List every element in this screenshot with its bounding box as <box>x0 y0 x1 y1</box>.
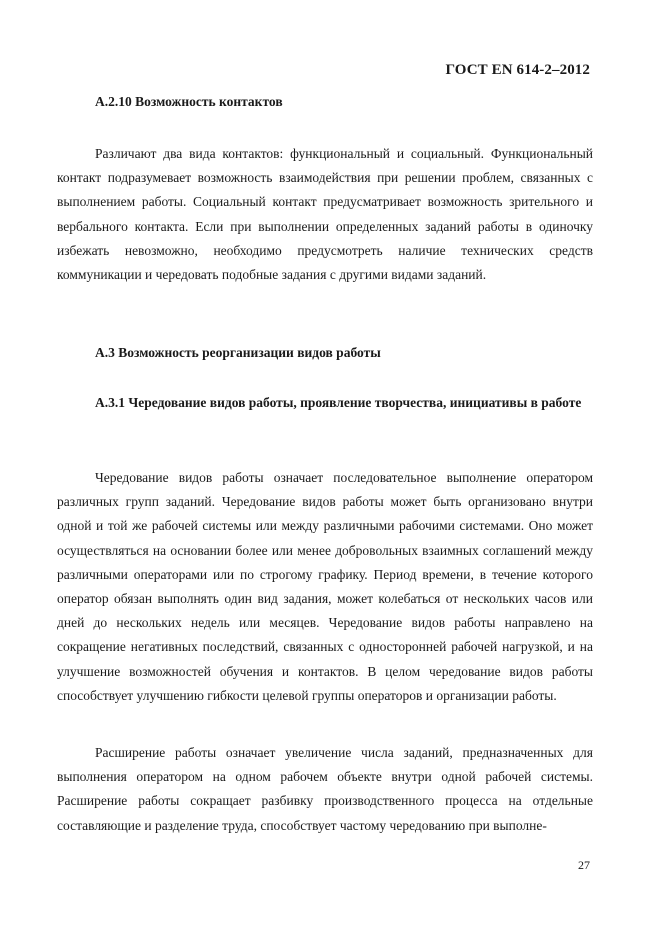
section-heading-a3-1: А.3.1 Чередование видов работы, проявление творчества, инициативы в работе <box>95 395 582 410</box>
document-code-header: ГОСТ EN 614-2–2012 <box>445 62 590 78</box>
page-number: 27 <box>578 858 590 872</box>
paragraph-contacts: Различают два вида контактов: функциональный и социальный. Функциональный контакт подразумевает возможность взаимодействия при решении проблем, связанных с выполнением работы. Социальный контакт предусматривает возможность зрительного и вербального контакта. Если при выполнении определенных заданий работы в одиночку избежать невозможно, необходимо предусмотреть наличие технических средств коммуникации и чередовать подобные задания с другими видами заданий. <box>57 146 593 283</box>
section-heading-a2-10: А.2.10 Возможность контактов <box>95 94 283 109</box>
paragraph-job-enlargement: Расширение работы означает увеличение числа заданий, предназначенных для выполнения оператором на одном рабочем объекте внутри одной рабочей системы. Расширение работы сокращает разбивку производственного процесса на отдельные составляющие и разделение труда, способствует частому чередованию при выполне- <box>57 745 593 833</box>
paragraph-job-rotation: Чередование видов работы означает последовательное выполнение оператором различных групп заданий. Чередование видов работы может быть организовано внутри одной и той же рабочей системы или между различными рабочими системами. Оно может осуществляться на основании более или менее добровольных взаимных соглашений между различными операторами или по строгому графику. Период времени, в течение которого оператор обязан выполнять один вид задания, может колебаться от нескольких часов или дней до нескольких недель или месяцев. Чередование видов работы направлено на сокращение негативных последствий, связанных с односторонней рабочей нагрузкой, и на улучшение возможностей обучения и контактов. В целом чередование видов работы способствует улучшению гибкости целевой группы операторов и организации работы. <box>57 470 593 703</box>
section-heading-a3: А.3 Возможность реорганизации видов работы <box>95 345 381 360</box>
